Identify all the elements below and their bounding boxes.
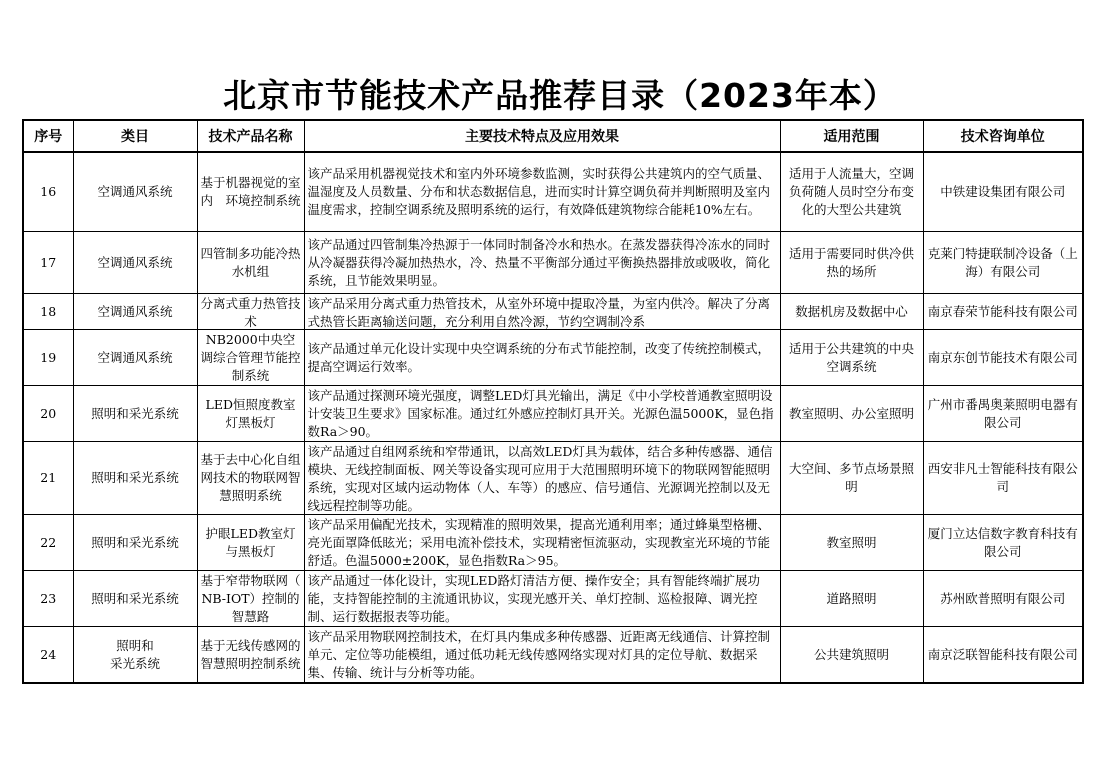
cell-consultant <box>923 386 1083 442</box>
cell-scope-text: 教室照明、办公室照明 <box>788 405 914 421</box>
cell-consultant-text: 中铁建设集团有限公司 <box>940 184 1066 199</box>
cell-features-text: 该产品采用机器视觉技术和室内外环境参数监测，实时获得公共建筑内的空气质量、温湿度及人员数量、分布和状态数据信息，进而实时计算空调负荷并判断照明及室内温度需求，控制空调系统及照明系统的运行，有效降低建筑物综合能耗10%左右。 <box>307 166 771 217</box>
header-category: 类目 <box>73 120 197 152</box>
cell-serial-text: 20 <box>40 405 57 421</box>
cell-features <box>304 515 780 571</box>
cell-scope-text: 道路照明 <box>826 590 877 606</box>
header-features: 主要技术特点及应用效果 <box>304 120 780 152</box>
cell-product-name <box>197 330 304 386</box>
table-row <box>23 232 1083 294</box>
cell-scope-text: 公共建筑照明 <box>813 646 889 662</box>
table-row <box>23 152 1083 232</box>
cell-scope <box>780 442 923 515</box>
cell-consultant-text: 南京东创节能技术有限公司 <box>927 349 1078 365</box>
cell-category-text: 照明和采光系统 <box>91 534 179 550</box>
cell-scope-text: 大空间、多节点场景照明 <box>788 461 914 494</box>
cell-category-text: 照明和 采光系统 <box>109 637 160 671</box>
header-product-name: 技术产品名称 <box>197 120 304 152</box>
cell-scope <box>780 515 923 571</box>
cell-features-text: 该产品采用分离式重力热管技术，从室外环境中提取冷量，为室内供冷。解决了分离式热管长距离输送问题，充分利用自然冷源，节约空调制冷系 <box>307 295 771 329</box>
cell-features-text: 该产品通过一体化设计，实现LED路灯清洁方便、操作安全；具有智能终端扩展功能，支持智能控制的主流通讯协议，实现光感开关、单灯控制、巡检报障、调光控制、运行数据报表等功能。 <box>307 572 760 624</box>
cell-product-name-text: LED恒照度教室灯黑板灯 <box>205 396 296 430</box>
cell-features <box>304 442 780 515</box>
cell-serial-text: 23 <box>40 590 57 606</box>
cell-category <box>73 294 197 330</box>
cell-category <box>73 571 197 627</box>
cell-consultant <box>923 571 1083 627</box>
cell-category <box>73 627 197 684</box>
cell-consultant-text: 南京泛联智能科技有限公司 <box>927 646 1078 662</box>
cell-consultant <box>923 330 1083 386</box>
cell-category <box>73 232 197 294</box>
cell-scope <box>780 386 923 442</box>
cell-scope <box>780 294 923 330</box>
cell-scope <box>780 152 923 232</box>
cell-consultant-text: 南京春荣节能科技有限公司 <box>927 303 1078 319</box>
table-row <box>23 515 1083 571</box>
cell-product-name-text: 四管制多功能冷热水机组 <box>200 245 301 279</box>
cell-scope <box>780 330 923 386</box>
cell-scope-text: 适用于人流量大，空调负荷随人员时空分布变化的大型公共建筑 <box>788 166 914 217</box>
cell-features-text: 该产品采用物联网控制技术，在灯具内集成多种传感器、近距离无线通信、计算控制单元、定位等功能模组，通过低功耗无线传感网络实现对灯具的定位导航、数据采集、传输、统计与分析等功能。 <box>307 628 771 680</box>
table-row <box>23 571 1083 627</box>
header-serial: 序号 <box>23 120 73 152</box>
cell-serial-text: 16 <box>40 184 57 199</box>
cell-features <box>304 152 780 232</box>
cell-serial <box>23 515 73 571</box>
cell-scope-text: 数据机房及数据中心 <box>795 303 908 319</box>
cell-serial <box>23 152 73 232</box>
table-row <box>23 330 1083 386</box>
cell-features-text: 该产品通过探测环境光强度，调整LED灯具光输出，满足《中小学校普通教室照明设计安装卫生要求》国家标准。通过红外感应控制灯具开关。光源色温5000K，显色指数Ra＞90。 <box>307 387 774 439</box>
cell-product-name-text: 基于去中心化自组网技术的物联网智慧照明系统 <box>200 452 301 503</box>
cell-serial <box>23 386 73 442</box>
cell-consultant <box>923 232 1083 294</box>
cell-serial <box>23 294 73 330</box>
cell-consultant <box>923 627 1083 684</box>
cell-category-text: 空调通风系统 <box>97 349 173 365</box>
cell-consultant-text: 克莱门特捷联制冷设备（上海）有限公司 <box>927 245 1078 279</box>
cell-features <box>304 294 780 330</box>
cell-category <box>73 330 197 386</box>
cell-product-name-text: 基于无线传感网的智慧照明控制系统 <box>200 637 301 671</box>
cell-features <box>304 386 780 442</box>
cell-consultant <box>923 442 1083 515</box>
cell-features-text: 该产品通过自组网系统和窄带通讯，以高效LED灯具为载体，结合多种传感器、通信模块、无线控制面板、网关等设备实现可应用于大范围照明环境下的物联网智能照明系统，实现对区域内运动物体（人、车等）的感应、信号通信、光源调光控制以及无线远程控制等功能。 <box>307 443 773 513</box>
cell-category-text: 照明和采光系统 <box>91 470 179 485</box>
cell-features-text: 该产品通过单元化设计实现中央空调系统的分布式节能控制，改变了传统控制模式，提高空调运行效率。 <box>307 340 771 374</box>
cell-serial <box>23 571 73 627</box>
cell-category-text: 空调通风系统 <box>97 254 173 270</box>
cell-consultant-text: 西安非凡士智能科技有限公司 <box>927 461 1078 494</box>
cell-consultant-text: 苏州欧普照明有限公司 <box>940 590 1066 606</box>
cell-product-name <box>197 232 304 294</box>
cell-product-name <box>197 386 304 442</box>
cell-serial <box>23 232 73 294</box>
cell-product-name-text: 基于窄带物联网（ NB-IOT）控制的智慧路 <box>200 572 301 624</box>
cell-product-name <box>197 442 304 515</box>
cell-product-name-text: NB2000中央空调综合管理节能控制系统 <box>200 331 301 383</box>
cell-scope-text: 适用于公共建筑的中央空调系统 <box>788 340 914 374</box>
cell-category-text: 空调通风系统 <box>97 184 173 199</box>
cell-category <box>73 386 197 442</box>
cell-category-text: 照明和采光系统 <box>91 405 179 421</box>
cell-product-name <box>197 294 304 330</box>
cell-features-text: 该产品采用偏配光技术，实现精准的照明效果，提高光通利用率；通过蜂巢型格栅、亮光面罩降低眩光；采用电流补偿技术，实现精密恒流驱动，实现教室光环境的节能舒适。色温5000±200K，显色指数Ra＞95。 <box>307 516 771 568</box>
cell-features <box>304 627 780 684</box>
header-consultant: 技术咨询单位 <box>923 120 1083 152</box>
table-row <box>23 294 1083 330</box>
page-title: 北京市节能技术产品推荐目录（2023年本） <box>223 76 897 115</box>
cell-consultant <box>923 294 1083 330</box>
cell-scope-text: 适用于需要同时供冷供热的场所 <box>788 245 914 279</box>
cell-category-text: 空调通风系统 <box>97 303 173 319</box>
cell-serial <box>23 330 73 386</box>
cell-product-name <box>197 515 304 571</box>
cell-category <box>73 152 197 232</box>
cell-scope <box>780 627 923 684</box>
cell-product-name <box>197 627 304 684</box>
table-row <box>23 627 1083 684</box>
cell-features <box>304 330 780 386</box>
cell-product-name-text: 护眼LED教室灯与黑板灯 <box>205 525 296 559</box>
cell-serial <box>23 442 73 515</box>
cell-features <box>304 571 780 627</box>
table-row <box>23 442 1083 515</box>
cell-product-name <box>197 571 304 627</box>
table-header-row <box>23 120 1083 152</box>
cell-product-name-text: 分离式重力热管技术 <box>200 295 301 329</box>
cell-consultant <box>923 515 1083 571</box>
cell-features <box>304 232 780 294</box>
cell-consultant-text: 广州市番禺奥莱照明电器有限公司 <box>927 396 1078 430</box>
cell-serial-text: 21 <box>40 470 57 485</box>
cell-features-text: 该产品通过四管制集冷热源于一体同时制备冷水和热水。在蒸发器获得冷冻水的同时从冷凝器获得冷凝加热热水，冷、热量不平衡部分通过平衡换热器排放或吸收，简化系统，且节能效果明显。 <box>307 236 771 288</box>
catalog-table <box>22 119 1084 684</box>
header-scope: 适用范围 <box>780 120 923 152</box>
cell-serial-text: 19 <box>40 349 57 365</box>
cell-consultant-text: 厦门立达信数字教育科技有限公司 <box>927 525 1078 559</box>
cell-serial-text: 22 <box>40 534 57 550</box>
cell-category <box>73 515 197 571</box>
cell-consultant <box>923 152 1083 232</box>
cell-serial-text: 17 <box>40 254 57 270</box>
cell-scope <box>780 571 923 627</box>
cell-product-name-text: 基于机器视觉的室内 环境控制系统 <box>200 175 301 208</box>
cell-scope <box>780 232 923 294</box>
table-row <box>23 386 1083 442</box>
cell-category <box>73 442 197 515</box>
cell-serial-text: 24 <box>40 646 57 662</box>
cell-category-text: 照明和采光系统 <box>91 590 179 606</box>
cell-product-name <box>197 152 304 232</box>
cell-serial-text: 18 <box>40 303 57 319</box>
cell-serial <box>23 627 73 684</box>
cell-scope-text: 教室照明 <box>826 534 877 550</box>
